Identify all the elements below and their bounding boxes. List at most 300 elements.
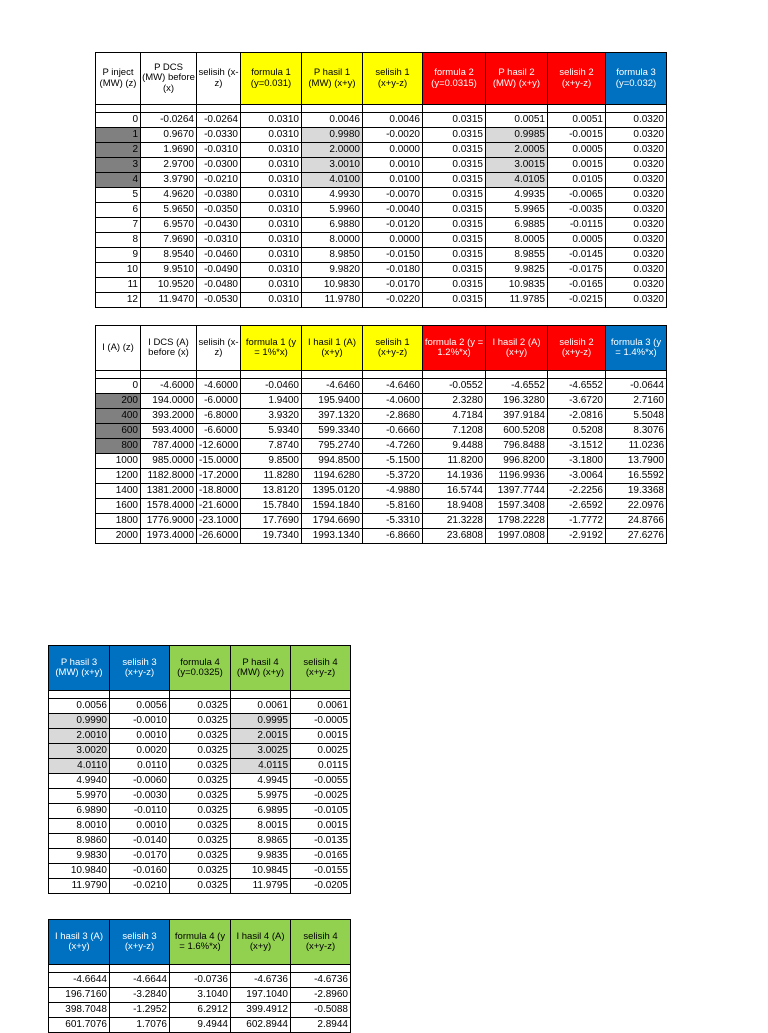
table-cell: 8.0000 xyxy=(302,233,363,248)
table-cell: 196.7160 xyxy=(49,988,110,1003)
table-cell: 19.7340 xyxy=(241,529,302,544)
table-cell: 1.9690 xyxy=(141,143,197,158)
table-cell: 0.0046 xyxy=(302,113,363,128)
table-cell: 1776.9000 xyxy=(141,514,197,529)
table-cell: 0.9670 xyxy=(141,128,197,143)
table-cell: 0.0320 xyxy=(606,188,667,203)
table-row xyxy=(49,864,351,879)
table-cell: 0.0056 xyxy=(49,699,110,714)
table-cell: 195.9400 xyxy=(302,394,363,409)
table-cell: -0.0015 xyxy=(548,128,606,143)
table-row xyxy=(49,1003,351,1018)
table-cell: 0.0325 xyxy=(170,804,231,819)
table-cell: 17.7690 xyxy=(241,514,302,529)
table-cell: -0.0552 xyxy=(423,379,486,394)
table-cell: 0.0310 xyxy=(241,113,302,128)
table-cell: 16.5592 xyxy=(606,469,667,484)
column-header: I DCS (A) before (x) xyxy=(141,326,197,371)
column-header: selisih 3 (x+y-z) xyxy=(110,646,170,691)
table-row xyxy=(96,158,667,173)
table-cell: -4.6644 xyxy=(110,973,170,988)
table-row xyxy=(96,188,667,203)
table-cell: -0.0170 xyxy=(363,278,423,293)
table-cell: 0.0310 xyxy=(241,143,302,158)
column-header: selisih 1 (x+y-z) xyxy=(363,53,423,105)
table-cell: 1194.6280 xyxy=(302,469,363,484)
table-cell: 0.0000 xyxy=(363,233,423,248)
table-cell: 18.9408 xyxy=(423,499,486,514)
table-row xyxy=(96,529,667,544)
table-cell: 0.0315 xyxy=(423,233,486,248)
table-cell: 3.0015 xyxy=(486,158,548,173)
table-cell: 22.0976 xyxy=(606,499,667,514)
table-cell: -0.0060 xyxy=(110,774,170,789)
table-row xyxy=(96,263,667,278)
table-cell: -0.0055 xyxy=(291,774,351,789)
table-cell: 0.0315 xyxy=(423,128,486,143)
table-cell: 787.4000 xyxy=(141,439,197,454)
table-cell: 0.0310 xyxy=(241,263,302,278)
table-cell: 0.0100 xyxy=(363,173,423,188)
table-cell: -0.0460 xyxy=(241,379,302,394)
table-cell: -3.1800 xyxy=(548,454,606,469)
table-cell: 1997.0808 xyxy=(486,529,548,544)
table-cell: -2.9192 xyxy=(548,529,606,544)
header-row xyxy=(49,920,351,965)
table-cell: 800 xyxy=(96,439,141,454)
table-cell: 4.9940 xyxy=(49,774,110,789)
table-cell: -6.0000 xyxy=(197,394,241,409)
table-cell: 796.8488 xyxy=(486,439,548,454)
table-cell: 0.0005 xyxy=(548,233,606,248)
spacer-row xyxy=(49,965,351,973)
table-row xyxy=(96,218,667,233)
table-row xyxy=(96,128,667,143)
table-cell: 0.0315 xyxy=(423,158,486,173)
table-cell: 9.8500 xyxy=(241,454,302,469)
table-cell: 0.0105 xyxy=(548,173,606,188)
table-cell: 2 xyxy=(96,143,141,158)
table-cell: -0.0215 xyxy=(548,293,606,308)
table-cell: 10 xyxy=(96,263,141,278)
table-cell: -0.0030 xyxy=(110,789,170,804)
table-cell: -18.8000 xyxy=(197,484,241,499)
column-header: formula 3 (y=0.032) xyxy=(606,53,667,105)
column-header: selisih 4 (x+y-z) xyxy=(291,646,351,691)
current-table-continued xyxy=(48,919,351,1033)
table-row xyxy=(96,248,667,263)
table-cell: 10.9845 xyxy=(231,864,291,879)
table-cell: 7.9690 xyxy=(141,233,197,248)
table-cell: -6.8000 xyxy=(197,409,241,424)
table-cell: -0.0330 xyxy=(197,128,241,143)
table-cell: 0.0315 xyxy=(423,143,486,158)
table-cell: 3.0020 xyxy=(49,744,110,759)
table-cell: 5.9970 xyxy=(49,789,110,804)
column-header: formula 4 (y = 1.6%*x) xyxy=(170,920,231,965)
table-row xyxy=(96,454,667,469)
table-cell: 6 xyxy=(96,203,141,218)
table-cell: 8.9540 xyxy=(141,248,197,263)
table-cell: 11.9470 xyxy=(141,293,197,308)
table-cell: 15.7840 xyxy=(241,499,302,514)
table-cell: 10.9520 xyxy=(141,278,197,293)
table-row xyxy=(96,514,667,529)
table-cell: 0.9985 xyxy=(486,128,548,143)
table-cell: 0.0320 xyxy=(606,293,667,308)
table-cell: -0.0380 xyxy=(197,188,241,203)
column-header: selisih 1 (x+y-z) xyxy=(363,326,423,371)
table-cell: 2.7160 xyxy=(606,394,667,409)
table-cell: 0.0315 xyxy=(423,263,486,278)
table-cell: 397.1320 xyxy=(302,409,363,424)
table-row xyxy=(96,278,667,293)
table-row xyxy=(96,469,667,484)
table-cell: -0.0035 xyxy=(548,203,606,218)
column-header: P hasil 4 (MW) (x+y) xyxy=(231,646,291,691)
table-row xyxy=(49,849,351,864)
table-cell: -2.8680 xyxy=(363,409,423,424)
table-row xyxy=(49,699,351,714)
table-cell: 23.6808 xyxy=(423,529,486,544)
table-row xyxy=(96,113,667,128)
table-cell: 8 xyxy=(96,233,141,248)
table-cell: 197.1040 xyxy=(231,988,291,1003)
table-cell: 0.9990 xyxy=(49,714,110,729)
table-cell: -0.0430 xyxy=(197,218,241,233)
table-cell: 0.0061 xyxy=(231,699,291,714)
table-cell: -0.0300 xyxy=(197,158,241,173)
column-header: selisih 2 (x+y-z) xyxy=(548,326,606,371)
table-cell: 0.0315 xyxy=(423,248,486,263)
table-row xyxy=(49,834,351,849)
table-cell: 4 xyxy=(96,173,141,188)
table-cell: -0.0264 xyxy=(141,113,197,128)
table-cell: 0.0015 xyxy=(291,819,351,834)
column-header: I hasil 4 (A) (x+y) xyxy=(231,920,291,965)
table-cell: 0.0320 xyxy=(606,203,667,218)
table-row xyxy=(96,424,667,439)
column-header: selisih (x-z) xyxy=(197,53,241,105)
table-cell: -1.7772 xyxy=(548,514,606,529)
table-cell: -0.0160 xyxy=(110,864,170,879)
table-cell: -3.0064 xyxy=(548,469,606,484)
table-cell: 1993.1340 xyxy=(302,529,363,544)
table-cell: -0.0490 xyxy=(197,263,241,278)
table-cell: 4.0110 xyxy=(49,759,110,774)
table-cell: 4.0100 xyxy=(302,173,363,188)
table-cell: 985.0000 xyxy=(141,454,197,469)
table-cell: 7.1208 xyxy=(423,424,486,439)
table-row xyxy=(96,203,667,218)
table-row xyxy=(49,774,351,789)
table-row xyxy=(96,409,667,424)
table-cell: 5.5048 xyxy=(606,409,667,424)
table-cell: 1594.1840 xyxy=(302,499,363,514)
table-cell: 3.0010 xyxy=(302,158,363,173)
table-cell: 8.9860 xyxy=(49,834,110,849)
table-cell: -0.0310 xyxy=(197,143,241,158)
column-header: P hasil 2 (MW) (x+y) xyxy=(486,53,548,105)
table-cell: 0.0325 xyxy=(170,834,231,849)
table-cell: 2000 xyxy=(96,529,141,544)
table-cell: 11.9795 xyxy=(231,879,291,894)
table-cell: 1000 xyxy=(96,454,141,469)
table-cell: 24.8766 xyxy=(606,514,667,529)
table-cell: -4.7260 xyxy=(363,439,423,454)
table-cell: 3 xyxy=(96,158,141,173)
table-cell: 4.9935 xyxy=(486,188,548,203)
table-cell: 1397.7744 xyxy=(486,484,548,499)
table-cell: 11.9785 xyxy=(486,293,548,308)
table-row xyxy=(96,394,667,409)
table-cell: 0.0315 xyxy=(423,113,486,128)
table-cell: 4.9930 xyxy=(302,188,363,203)
table-cell: -21.6000 xyxy=(197,499,241,514)
table-cell: 0.0046 xyxy=(363,113,423,128)
table-cell: -3.1512 xyxy=(548,439,606,454)
table-cell: -0.0010 xyxy=(110,714,170,729)
column-header: selisih 2 (x+y-z) xyxy=(548,53,606,105)
table-cell: 0.9980 xyxy=(302,128,363,143)
table-cell: -4.6460 xyxy=(363,379,423,394)
table-cell: -0.5088 xyxy=(291,1003,351,1018)
table-cell: 0.0315 xyxy=(423,218,486,233)
table-cell: 200 xyxy=(96,394,141,409)
table-cell: 0.0320 xyxy=(606,143,667,158)
table-cell: 0.0310 xyxy=(241,173,302,188)
table-cell: 0.0310 xyxy=(241,278,302,293)
table-cell: -0.0205 xyxy=(291,879,351,894)
table-row xyxy=(49,819,351,834)
table-cell: 10.9835 xyxy=(486,278,548,293)
table-cell: -4.6736 xyxy=(291,973,351,988)
table-row xyxy=(49,804,351,819)
table-cell: 0.0005 xyxy=(548,143,606,158)
table-cell: 0.0320 xyxy=(606,263,667,278)
table-cell: 1200 xyxy=(96,469,141,484)
spacer-row xyxy=(96,371,667,379)
table-cell: -0.0135 xyxy=(291,834,351,849)
table-cell: 7 xyxy=(96,218,141,233)
table-cell: -0.0175 xyxy=(548,263,606,278)
table-cell: -0.0170 xyxy=(110,849,170,864)
table-row xyxy=(49,729,351,744)
table-cell: 11 xyxy=(96,278,141,293)
table-cell: 0.0325 xyxy=(170,879,231,894)
table-cell: -0.0165 xyxy=(291,849,351,864)
table-cell: 0.0010 xyxy=(110,729,170,744)
table-cell: 4.0115 xyxy=(231,759,291,774)
table-cell: 0.0025 xyxy=(291,744,351,759)
table-row xyxy=(49,714,351,729)
table-cell: -0.0220 xyxy=(363,293,423,308)
table-cell: 393.2000 xyxy=(141,409,197,424)
table-cell: -0.0155 xyxy=(291,864,351,879)
table-cell: 0.0320 xyxy=(606,278,667,293)
table-row xyxy=(96,143,667,158)
table-cell: 2.8944 xyxy=(291,1018,351,1033)
table-cell: -12.6000 xyxy=(197,439,241,454)
table-cell: 0.0325 xyxy=(170,849,231,864)
table-cell: 19.3368 xyxy=(606,484,667,499)
table-cell: -26.6000 xyxy=(197,529,241,544)
table-row xyxy=(96,439,667,454)
table-cell: 10.9840 xyxy=(49,864,110,879)
table-cell: -0.0105 xyxy=(291,804,351,819)
table-cell: -0.0644 xyxy=(606,379,667,394)
table-cell: 0.0325 xyxy=(170,744,231,759)
column-header: P inject (MW) (z) xyxy=(96,53,141,105)
power-table-continued xyxy=(48,645,351,894)
table-cell: 1600 xyxy=(96,499,141,514)
table-cell: 399.4912 xyxy=(231,1003,291,1018)
column-header: formula 2 (y=0.0315) xyxy=(423,53,486,105)
table-cell: 5.9960 xyxy=(302,203,363,218)
table-cell: 2.0000 xyxy=(302,143,363,158)
table-cell: 1597.3408 xyxy=(486,499,548,514)
table-cell: 0.0310 xyxy=(241,233,302,248)
table-cell: -1.2952 xyxy=(110,1003,170,1018)
table-cell: 0.0310 xyxy=(241,293,302,308)
table-cell: -4.0600 xyxy=(363,394,423,409)
table-cell: 4.9620 xyxy=(141,188,197,203)
table-cell: 21.3228 xyxy=(423,514,486,529)
table-cell: 0.0000 xyxy=(363,143,423,158)
table-cell: 1 xyxy=(96,128,141,143)
table-cell: -0.0020 xyxy=(363,128,423,143)
table-cell: 400 xyxy=(96,409,141,424)
column-header: formula 1 (y = 1%*x) xyxy=(241,326,302,371)
table-row xyxy=(96,233,667,248)
table-cell: 0.0325 xyxy=(170,729,231,744)
table-cell: 0.0325 xyxy=(170,759,231,774)
column-header: I hasil 2 (A) (x+y) xyxy=(486,326,548,371)
table-cell: -5.1500 xyxy=(363,454,423,469)
table-cell: 5.9340 xyxy=(241,424,302,439)
table-cell: -0.0736 xyxy=(170,973,231,988)
table-cell: -4.6552 xyxy=(486,379,548,394)
column-header: selisih 4 (x+y-z) xyxy=(291,920,351,965)
table-cell: -0.0070 xyxy=(363,188,423,203)
table-cell: 600.5208 xyxy=(486,424,548,439)
table-cell: 6.9890 xyxy=(49,804,110,819)
table-cell: 0.9995 xyxy=(231,714,291,729)
table-cell: -0.0040 xyxy=(363,203,423,218)
table-cell: -4.9880 xyxy=(363,484,423,499)
table-cell: 2.0010 xyxy=(49,729,110,744)
table-cell: 14.1936 xyxy=(423,469,486,484)
table-cell: 1182.8000 xyxy=(141,469,197,484)
table-cell: 0.0056 xyxy=(110,699,170,714)
table-cell: 1.9400 xyxy=(241,394,302,409)
table-cell: -0.0025 xyxy=(291,789,351,804)
table-row xyxy=(96,484,667,499)
table-cell: 11.8200 xyxy=(423,454,486,469)
table-cell: 1381.2000 xyxy=(141,484,197,499)
table-cell: -3.6720 xyxy=(548,394,606,409)
column-header: I (A) (z) xyxy=(96,326,141,371)
table-cell: -0.0150 xyxy=(363,248,423,263)
table-cell: 1578.4000 xyxy=(141,499,197,514)
table-cell: 9.9820 xyxy=(302,263,363,278)
table-cell: -2.8960 xyxy=(291,988,351,1003)
table-cell: 2.0005 xyxy=(486,143,548,158)
table-cell: 1196.9936 xyxy=(486,469,548,484)
table-cell: 1395.0120 xyxy=(302,484,363,499)
table-cell: 0.0315 xyxy=(423,278,486,293)
table-cell: 8.9850 xyxy=(302,248,363,263)
table-cell: 12 xyxy=(96,293,141,308)
spacer-row xyxy=(96,105,667,113)
table-cell: 13.7900 xyxy=(606,454,667,469)
table-cell: -0.0480 xyxy=(197,278,241,293)
table-cell: -0.0210 xyxy=(110,879,170,894)
table-cell: -6.6000 xyxy=(197,424,241,439)
table-cell: -0.0110 xyxy=(110,804,170,819)
table-cell: -0.0210 xyxy=(197,173,241,188)
table-cell: -0.0165 xyxy=(548,278,606,293)
table-cell: 8.0010 xyxy=(49,819,110,834)
table-cell: 8.0015 xyxy=(231,819,291,834)
table-cell: -4.6644 xyxy=(49,973,110,988)
table-cell: 602.8944 xyxy=(231,1018,291,1033)
table-cell: -0.0065 xyxy=(548,188,606,203)
table-cell: -17.2000 xyxy=(197,469,241,484)
table-cell: 1973.4000 xyxy=(141,529,197,544)
table-cell: 0.0325 xyxy=(170,774,231,789)
table-row xyxy=(49,1018,351,1033)
table-cell: 11.8280 xyxy=(241,469,302,484)
header-row xyxy=(49,646,351,691)
table-cell: 0.0310 xyxy=(241,188,302,203)
table-cell: 6.2912 xyxy=(170,1003,231,1018)
table-cell: -0.6660 xyxy=(363,424,423,439)
table-cell: 9.9835 xyxy=(231,849,291,864)
table-cell: 5.9975 xyxy=(231,789,291,804)
table-cell: 4.0105 xyxy=(486,173,548,188)
table-cell: 0.0051 xyxy=(548,113,606,128)
table-cell: 0.0310 xyxy=(241,248,302,263)
table-cell: -4.6552 xyxy=(548,379,606,394)
power-table xyxy=(95,52,667,308)
table-cell: 196.3280 xyxy=(486,394,548,409)
table-row xyxy=(96,293,667,308)
table-cell: 5 xyxy=(96,188,141,203)
table-row xyxy=(49,759,351,774)
table-cell: -0.0180 xyxy=(363,263,423,278)
table-cell: -0.0530 xyxy=(197,293,241,308)
column-header: formula 2 (y = 1.2%*x) xyxy=(423,326,486,371)
header-row xyxy=(96,326,667,371)
table-cell: 0.0320 xyxy=(606,113,667,128)
table-cell: 8.9865 xyxy=(231,834,291,849)
table-row xyxy=(49,973,351,988)
table-cell: 0.0320 xyxy=(606,233,667,248)
table-cell: 13.8120 xyxy=(241,484,302,499)
column-header: P DCS (MW) before (x) xyxy=(141,53,197,105)
table-cell: 0.0015 xyxy=(291,729,351,744)
table-cell: -0.0264 xyxy=(197,113,241,128)
table-cell: -0.0310 xyxy=(197,233,241,248)
table-cell: -0.0140 xyxy=(110,834,170,849)
table-row xyxy=(49,789,351,804)
table-cell: 4.7184 xyxy=(423,409,486,424)
table-cell: -2.6592 xyxy=(548,499,606,514)
table-cell: 0.0315 xyxy=(423,188,486,203)
table-cell: 27.6276 xyxy=(606,529,667,544)
column-header: formula 3 (y = 1.4%*x) xyxy=(606,326,667,371)
